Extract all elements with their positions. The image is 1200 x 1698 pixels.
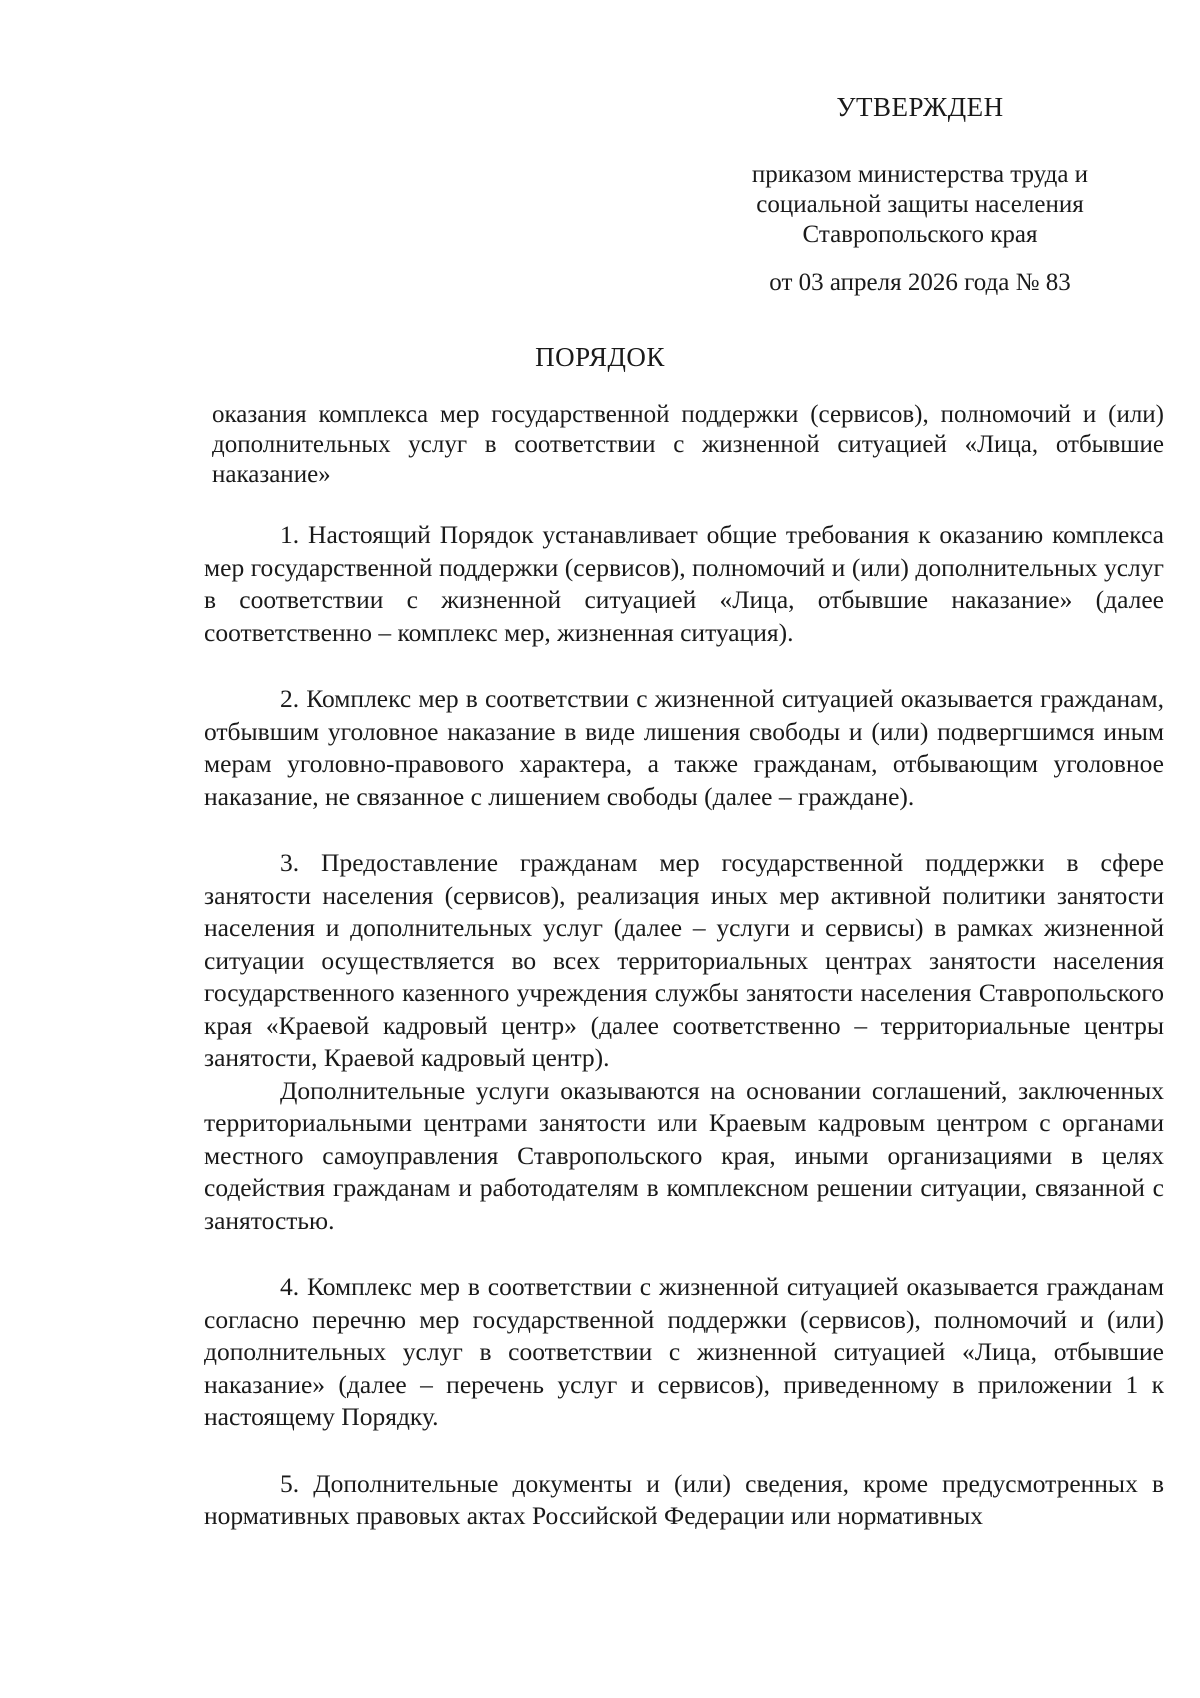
paragraph-4: 4. Комплекс мер в соответствии с жизненной ситуацией оказывается гражданам согласно перечню мер государственной поддержки (сервисов), полномочий и (или) дополнительных услуг в соответствии с жизненной ситуацией «Лица, отбывшие наказание» (далее – перечень услуг и сервисов), приведенному в приложении 1 к настоящему Порядку. [204,1272,1164,1431]
approval-order-line: приказом министерства труда и [751,161,1089,188]
approval-stamp-block [740,92,1100,298]
approval-order-line: социальной защиты населения [756,191,1084,218]
approval-order-text [740,160,1100,250]
paragraph-3: 3. Предоставление гражданам мер государственной поддержки в сфере занятости населения (сервисов), реализация иных мер активной политики занятости населения и дополнительных услуг (далее – услуги и сервисы) в рамках жизненной ситуации осуществляется во всех территориальных центрах занятости населения государственного казенного учреждения службы занятости населения Ставропольского края «Краевой кадровый центр» (далее соответственно – территориальные центры занятости, Краевой кадровый центр). [204,848,1164,1072]
approval-date-line: от 03 апреля 2026 года № 83 [769,269,1071,296]
document-subtitle: оказания комплекса мер государственной поддержки (сервисов), полномочий и (или) дополнительных услуг в соответствии с жизненной ситуацией «Лица, отбывшие наказание» [212,401,1164,488]
paragraph-3-continued: Дополнительные услуги оказываются на основании соглашений, заключенных территориальными центрами занятости или Краевым кадровым центром с органами местного самоуправления Ставропольского края, иными организациями в целях содействия гражданам и работодателям в комплексном решении ситуации, связанной с занятостью. [204,1075,1164,1235]
paragraph-2: 2. Комплекс мер в соответствии с жизненной ситуацией оказывается гражданам, отбывшим уголовное наказание в виде лишения свободы и (или) подвергшимся иным мерам уголовно-правового характера, а также гражданам, отбывающим уголовное наказание, не связанное с лишением свободы (далее – граждане). [204,684,1164,811]
document-title: ПОРЯДОК [535,342,665,372]
paragraph-1: 1. Настоящий Порядок устанавливает общие требования к оказанию комплекса мер государственной поддержки (сервисов), полномочий и (или) дополнительных услуг в соответствии с жизненной ситуацией «Лица, отбывшие наказание» (далее соответственно – комплекс мер, жизненная ситуация). [204,520,1164,647]
approval-order-line: Ставропольского края [802,221,1038,248]
document-body [204,519,1164,1533]
approved-heading: УТВЕРЖДЕН [836,92,1004,122]
paragraph-5: 5. Дополнительные документы и (или) сведения, кроме предусмотренных в нормативных правовых актах Российской Федерации или нормативных [204,1468,1164,1530]
